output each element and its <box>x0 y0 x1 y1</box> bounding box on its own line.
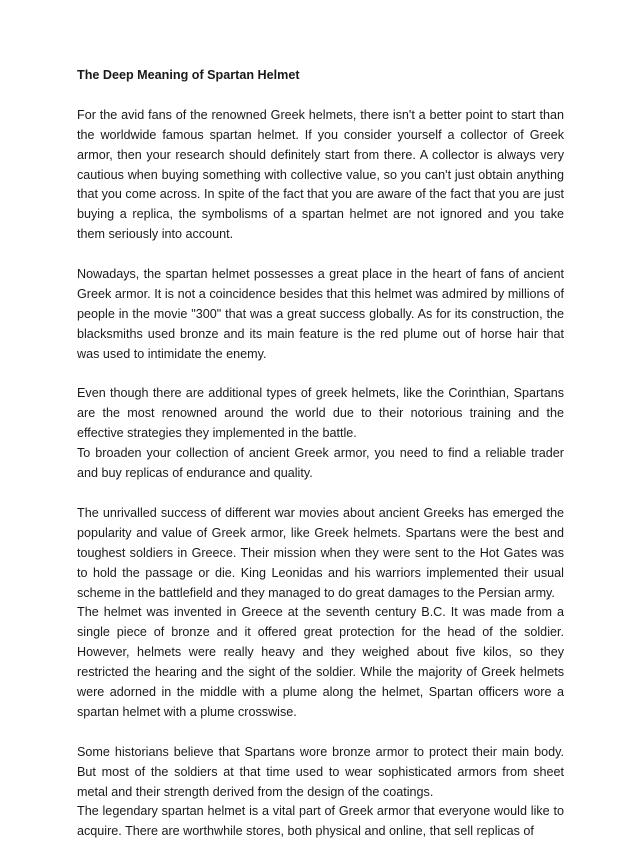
paragraph-even-though: Even though there are additional types of greek helmets, like the Corinthian, Spartans are the most renowned around the world due to their notorious training and the effective strategies they implemented in the battle. <box>77 386 564 441</box>
document-body <box>77 66 564 842</box>
paragraph-intro: For the avid fans of the renowned Greek helmets, there isn't a better point to start than the worldwide famous spartan helmet. If you consider yourself a collector of Greek armor, then your research should definitely start from there. A collector is always very cautious when buying something with collective value, so you can't just obtain anything that you come across. In spite of the fact that you are aware of the fact that you are just buying a replica, the symbolisms of a spartan helmet are not ignored and you take them seriously into account. <box>77 107 564 242</box>
paragraph-unrivalled-success: The unrivalled success of different war movies about ancient Greeks has emerged the popularity and value of Greek armor, like Greek helmets. Spartans were the best and toughest soldiers in Greece. Their mission when they were sent to the Hot Gates was to hold the passage or die. King Leonidas and his warriors implemented their usual scheme in the battlefield and they managed to do great damages to the Persian army. <box>77 505 564 600</box>
paragraph-broaden-collection: To broaden your collection of ancient Greek armor, you need to find a reliable trader and buy replicas of endurance and quality. <box>77 446 564 481</box>
paragraph-nowadays: Nowadays, the spartan helmet possesses a great place in the heart of fans of ancient Greek armor. It is not a coincidence besides that this helmet was admired by millions of people in the movie "300" that was a great success globally. As for its construction, the blacksmiths used bronze and its main feature is the red plume out of horse hair that was used to intimidate the enemy. <box>77 267 564 361</box>
document-title: The Deep Meaning of Spartan Helmet <box>77 68 300 82</box>
paragraph-helmet-invented: The helmet was invented in Greece at the seventh century B.C. It was made from a single piece of bronze and it offered great protection for the head of the soldier. However, helmets were really heavy and they weighed about five kilos, so they restricted the hearing and the sight of the soldier. While the majority of Greek helmets were adorned in the middle with a plume along the helmet, Spartan officers wore a spartan helmet with a plume crosswise. <box>77 605 564 719</box>
paragraph-historians: Some historians believe that Spartans wore bronze armor to protect their main body. But most of the soldiers at that time used to wear sophisticated armors from sheet metal and their strength derived from the design of the coatings. <box>77 744 564 799</box>
paragraph-legendary-helmet: The legendary spartan helmet is a vital part of Greek armor that everyone would like to acquire. There are worthwhile stores, both physical and online, that sell replicas of <box>77 804 564 839</box>
